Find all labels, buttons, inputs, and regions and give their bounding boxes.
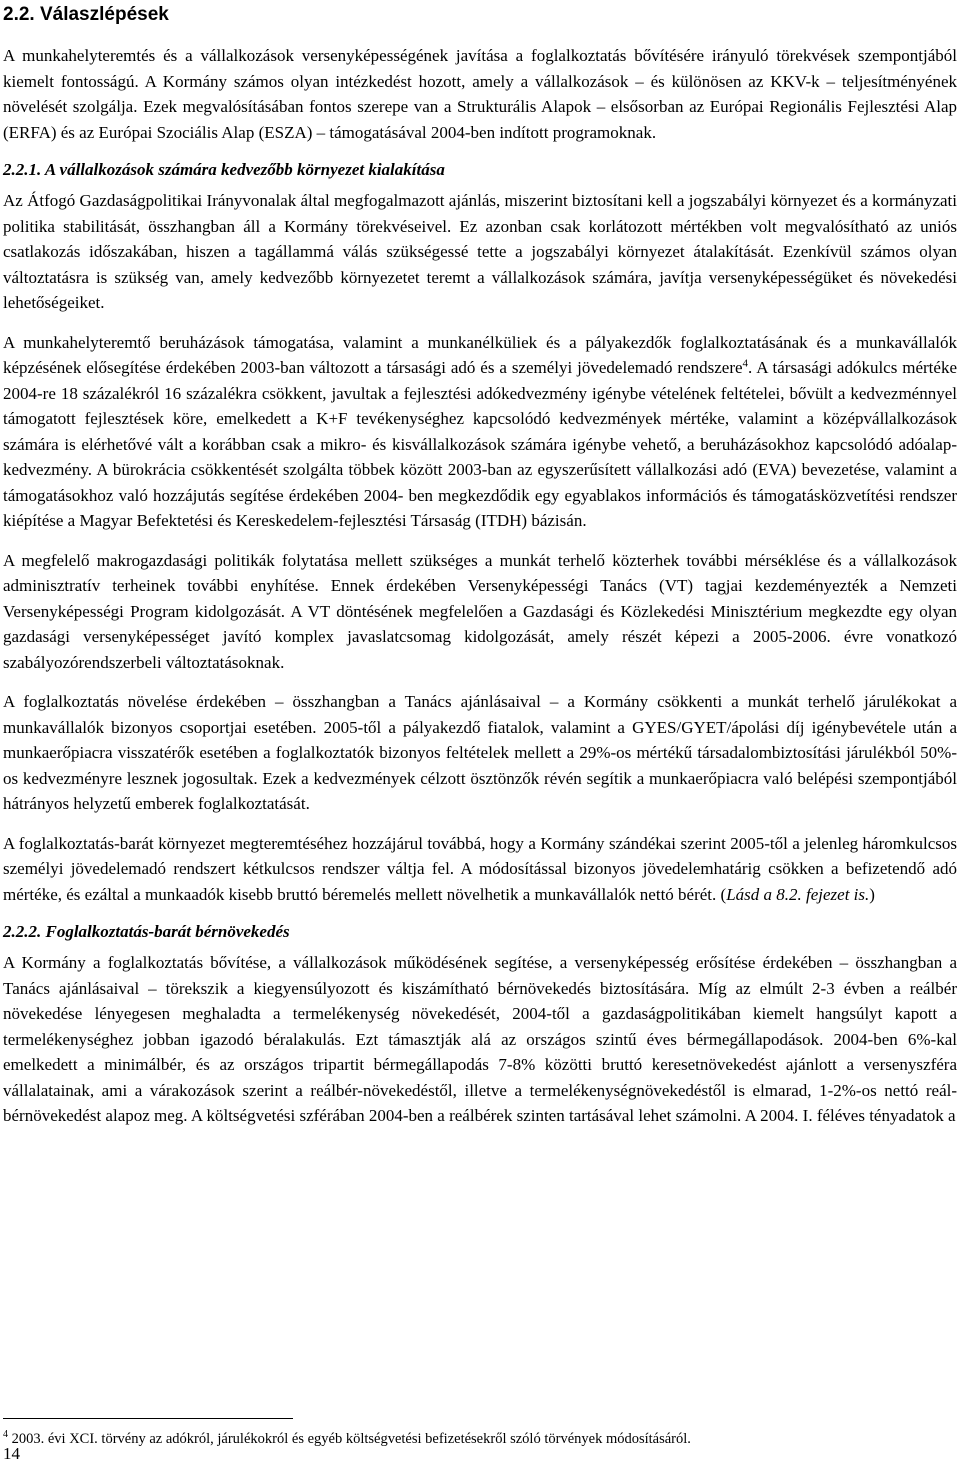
paragraph-text: . A társasági adókulcs mértéke 2004-re 18 százalékról 16 százalékra csökkent, javultak a fejlesztési adókedvezmény igénybe vételének feltételei, bővült a kedvezménnyel támogatott fejlesztések köre, emelkedett a K+F tevékenységhez kapcsolódó kedvezmények mértéke, valamint a középvállalkozások számára is elérhetővé vált a korábban csak a mikro- és kisvállalkozások számára igénybe vehető, a beruházásokhoz kapcsolódó adóalap-kedvezmény. A bürokrácia csökkentését szolgálta többek között 2003-ban az egyszerűsített vállalkozási adó (EVA) bevezetése, valamint a támogatásokhoz való hozzájutás segítése érdekében 2004- ben megkezdődik egy egyablakos információs és támogatásközvetítési rendszer kiépítése a Magyar Befektetési és Kereskedelem-fejlesztési Társaság (ITDH) bázisán. bbox=[3, 358, 957, 530]
paragraph-text: ) bbox=[869, 884, 875, 904]
paragraph-text: A foglalkoztatás-barát környezet megteremtéséhez hozzájárul továbbá, hogy a Kormány szándékai szerint 2005-től a jelenleg háromkulcsos személyi jövedelemadó rendszert kétkulcsos rendszer váltja fel. A módosítással bizonyos jövedelemhatárig csökken a befizetendő adó mértéke, és ezáltal a munkaadók kisebb bruttó béremelés mellett növelhetik a munkavállalók nettó bérét. ( bbox=[3, 833, 957, 904]
paragraph-2-2-1-a: Az Átfogó Gazdaságpolitikai Irányvonalak által megfogalmazott ajánlás, miszerint biztosítani kell a jogszabályi környezet és a kormányzati politika stabilitását, összhangban áll a Kormány törekvéseivel. Ez azonban csak korlátozott mértékben volt megvalósítható az uniós csatlakozás időszakában, hiszen a tagállammá válás szükségessé tette a jogszabályi környezet átalakítását. Ezenkívül számos olyan változtatásra is szükség van, amely kedvezőbb környezetet teremt a vállalkozások számára, javítja versenyképességüket és növekedési lehetőségeiket. bbox=[3, 191, 957, 312]
paragraph-2-2-1-d: A foglalkoztatás növelése érdekében – összhangban a Tanács ajánlásaival – a Kormány csökkenti a munkát terhelő járulékokat a munkavállalók bizonyos csoportjai esetében. 2005-től a pályakezdő fiatalok, valamint a GYES/GYET/ápolási díj igénybevétele után a munkaerőpiacra visszatérők esetében a foglalkoztatók bizonyos feltételek mellett a 29%-os mértékű társadalombiztosítási járulékból 50%-os kedvezményre lesznek jogosultak. Ezek a kedvezmények célzott ösztönzők révén segítik a munkaerőpiacra való belépési szempontjából hátrányos helyzetű emberek foglalkoztatását. bbox=[3, 692, 957, 813]
document-page bbox=[3, 0, 957, 1129]
cross-reference: Lásd a 8.2. fejezet is. bbox=[726, 884, 870, 904]
subsection-title-2-2-1: 2.2.1. A vállalkozások számára kedvezőbb környezet kialakítása bbox=[3, 160, 445, 179]
footnote-divider bbox=[3, 1418, 293, 1419]
intro-paragraph: A munkahelyteremtés és a vállalkozások versenyképességének javítása a foglalkoztatás bővítésére irányuló törekvések szempontjából kiemelt fontosságú. A Kormány számos olyan intézkedést hozott, amely a vállalkozások – és különösen az KKV-k – teljesítményének növelését szolgálja. Ezek megvalósításában fontos szerepe van a Strukturális Alapok – elsősorban az Európai Regionális Fejlesztési Alap (ERFA) és az Európai Szociális Alap (ESZA) – támogatásával 2004-ben indított programoknak. bbox=[3, 46, 957, 142]
section-title: 2.2. Válaszlépések bbox=[3, 4, 169, 25]
paragraph-2-2-1-c: A megfelelő makrogazdasági politikák folytatása mellett szükséges a munkát terhelő közterhek további mérséklése és a vállalkozások adminisztratív terheinek további enyhítése. Ennek érdekében Versenyképességi Tanács (VT) tagjai kezdeményezték a Nemzeti Versenyképességi Program kidolgozását. A VT döntésének megfelelően a Gazdasági és Közlekedési Minisztérium megkezdte egy olyan gazdasági versenyképességet javító komplex javaslatcsomag kidolgozását, amely részét képezi a 2005-2006. évre vonatkozó szabályozórendszerbeli változtatásoknak. bbox=[3, 550, 957, 672]
footnote-reference[interactable]: 4 bbox=[742, 357, 749, 370]
page-number: 14 bbox=[3, 1444, 20, 1463]
footnote bbox=[3, 1430, 957, 1448]
footnote-text: 2003. évi XCI. törvény az adókról, járulékokról és egyéb költségvetési befizetésekről szóló törvények módosításáról. bbox=[8, 1431, 691, 1447]
paragraph-2-2-1-e bbox=[3, 831, 957, 908]
subsection-title-2-2-2: 2.2.2. Foglalkoztatás-barát bérnövekedés bbox=[3, 922, 290, 941]
paragraph-text: A munkahelyteremtő beruházások támogatása, valamint a munkanélküliek és a pályakezdők foglalkoztatásának és a munkavállalók képzésének elősegítése érdekében 2003-ban változott a társasági adó és a személyi jövedelemadó rendszere bbox=[3, 332, 957, 377]
footnote-number: 4 bbox=[3, 1429, 8, 1441]
paragraph-2-2-1-b bbox=[3, 330, 957, 534]
paragraph-2-2-2-a: A Kormány a foglalkoztatás bővítése, a vállalkozások működésének segítése, a versenyképesség erősítése érdekében – összhangban a Tanács ajánlásaival – törekszik a kiegyensúlyozott és kiszámítható bérnövekedés biztosítására. Míg az elmúlt 2-3 évben a reálbér növekedése lényegesen meghaladta a termelékenység növekedését, 2004-től a gazdaságpolitikában kiemelt hangsúlyt kapott a termelékenységhez jobban igazodó béralakulás. Ezt támasztják alá az országos szintű éves bérmegállapodások. 2004-ben 6%-kal emelkedett a minimálbér, és az országos tripartit bérmegállapodás 7-8% közötti bruttó keresetnövekedést ajánlott a versenyszféra vállalatainak, ami a várakozások szerint a reálbér-növekedéstől, illetve a termelékenységnövekedéstől is elmarad, 1-2%-os nettó reál-bérnövekedést alapoz meg. A költségvetési szférában 2004-ben a reálbérek szinten tartásával lehet számolni. A 2004. I. féléves tényadatok a bbox=[3, 953, 957, 1125]
